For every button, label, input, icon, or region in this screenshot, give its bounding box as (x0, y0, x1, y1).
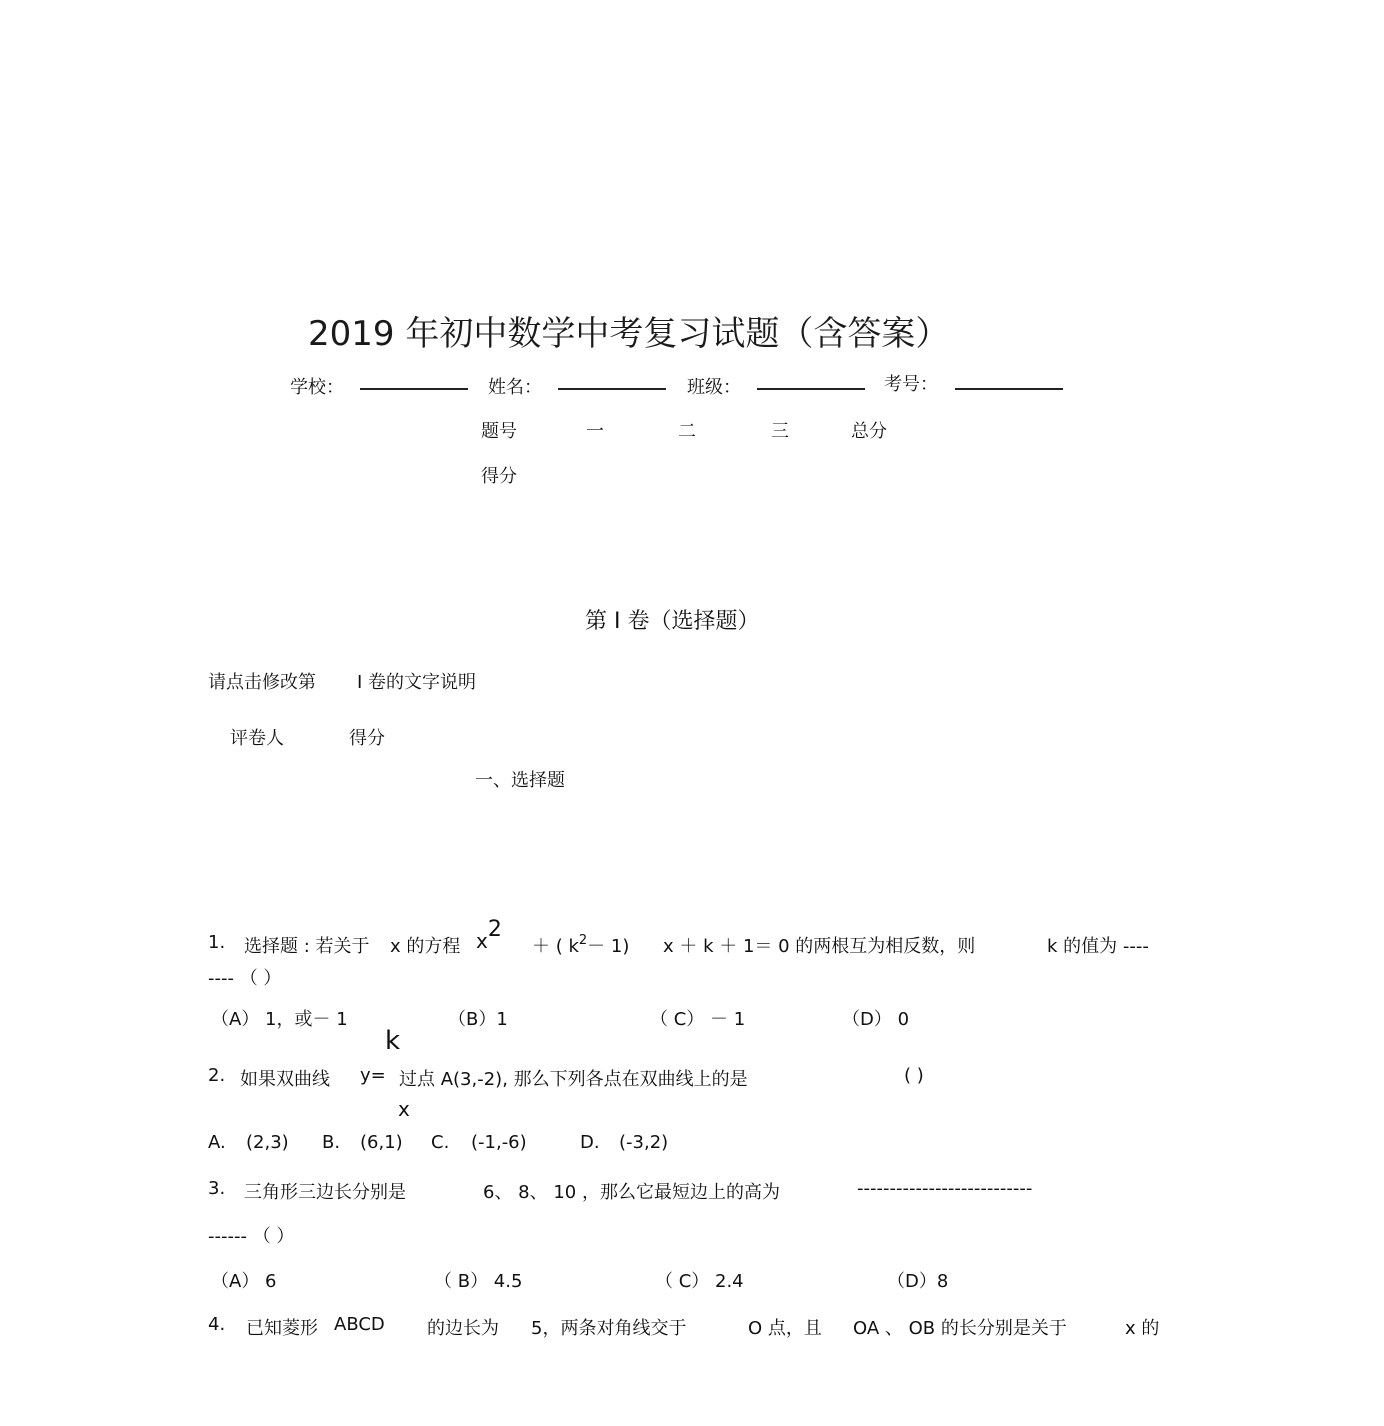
q2-text-3: 过点 A(3,-2), 那么下列各点在双曲线上的是 (399, 1069, 748, 1090)
q4-text-3: 的边长为 (427, 1318, 499, 1339)
q1-text-1: 选择题 : 若关于 (244, 936, 370, 957)
q2-option-a-value[interactable]: (2,3) (246, 1132, 289, 1153)
q1-text-4: － 1) (587, 936, 630, 957)
name-field[interactable] (558, 388, 666, 390)
q1-text-6: k 的值为 ---- (1047, 936, 1149, 957)
q2-number: 2. (208, 1065, 226, 1086)
q1-option-a[interactable]: （A） 1，或－ 1 (211, 1009, 348, 1030)
q2-option-b-letter[interactable]: B. (322, 1132, 341, 1153)
score-header-3: 三 (771, 421, 789, 442)
q2-option-c-letter[interactable]: C. (431, 1132, 450, 1153)
score-header-question: 题号 (481, 421, 517, 442)
exam-no-field[interactable] (955, 388, 1063, 390)
q1-number: 1. (208, 932, 226, 953)
q4-text-6: OA 、 OB 的长分别是关于 (853, 1318, 1067, 1339)
instruction-text-b[interactable]: I 卷的文字说明 (357, 672, 477, 693)
school-field[interactable] (360, 388, 468, 390)
q3-option-c[interactable]: （ C） 2.4 (655, 1271, 744, 1292)
q2-option-a-letter[interactable]: A. (208, 1132, 226, 1153)
q3-answer-blank: ------ （ ） (208, 1226, 295, 1247)
q4-text-2: ABCD (334, 1314, 385, 1335)
q1-option-d[interactable]: （D） 0 (842, 1009, 910, 1030)
q3-option-a[interactable]: （A） 6 (211, 1271, 277, 1292)
score-header-2: 二 (678, 421, 696, 442)
document-title: 2019 年初中数学中考复习试题（含答案） (308, 314, 950, 354)
q2-option-d-value[interactable]: (-3,2) (619, 1132, 669, 1153)
q4-number: 4. (208, 1314, 226, 1335)
q1-option-b[interactable]: （B）1 (448, 1009, 508, 1030)
q2-answer-blank: ( ) (904, 1065, 924, 1086)
q3-dashes: --------------------------- (857, 1178, 1033, 1199)
section-title: 第 I 卷（选择题） (585, 609, 760, 634)
grader-label: 评卷人 (230, 728, 284, 749)
q3-text-1: 三角形三边长分别是 (244, 1182, 406, 1203)
q1-text-3: ＋ ( k (532, 936, 579, 957)
q2-option-c-value[interactable]: (-1,-6) (471, 1132, 527, 1153)
instruction-text-a[interactable]: 请点击修改第 (208, 672, 316, 693)
q3-option-d[interactable]: （D）8 (887, 1271, 949, 1292)
score-header-1: 一 (586, 421, 604, 442)
q1-option-c[interactable]: （ C） － 1 (650, 1009, 746, 1030)
q4-text-7: x 的 (1125, 1318, 1160, 1339)
school-label: 学校： (290, 377, 344, 398)
q1-x-squared (476, 917, 502, 954)
q4-text-5: O 点，且 (748, 1318, 822, 1339)
class-field[interactable] (757, 388, 865, 390)
q4-text-1: 已知菱形 (246, 1318, 318, 1339)
q1-text-5: x ＋ k ＋ 1＝ 0 的两根互为相反数，则 (663, 936, 976, 957)
q1-x: x (476, 929, 488, 953)
exam-no-label: 考号： (884, 374, 938, 395)
q1-k-term (532, 932, 629, 958)
grader-score-label: 得分 (349, 728, 385, 749)
q2-option-d-letter[interactable]: D. (580, 1132, 600, 1153)
q1-text-2: x 的方程 (390, 936, 461, 957)
q1-k-exponent: 2 (578, 933, 588, 948)
q3-number: 3. (208, 1178, 226, 1199)
q3-text-2: 6、 8、 10 ，那么它最短边上的高为 (483, 1182, 780, 1203)
score-row-label: 得分 (481, 466, 517, 487)
q1-answer-blank: ---- （ ） (208, 968, 282, 989)
q2-text-1: 如果双曲线 (240, 1069, 330, 1090)
name-label: 姓名： (488, 377, 542, 398)
q3-option-b[interactable]: （ B） 4.5 (434, 1271, 523, 1292)
q2-option-b-value[interactable]: (6,1) (360, 1132, 403, 1153)
q2-fraction-numerator: k (385, 1026, 401, 1056)
score-header-total: 总分 (851, 421, 887, 442)
q4-text-4: 5，两条对角线交于 (531, 1318, 687, 1339)
q1-x-exponent: 2 (487, 917, 502, 942)
q2-text-2: y= (360, 1065, 386, 1086)
part-title: 一、选择题 (475, 770, 565, 791)
class-label: 班级： (687, 377, 741, 398)
q2-fraction-denominator: x (398, 1097, 410, 1121)
